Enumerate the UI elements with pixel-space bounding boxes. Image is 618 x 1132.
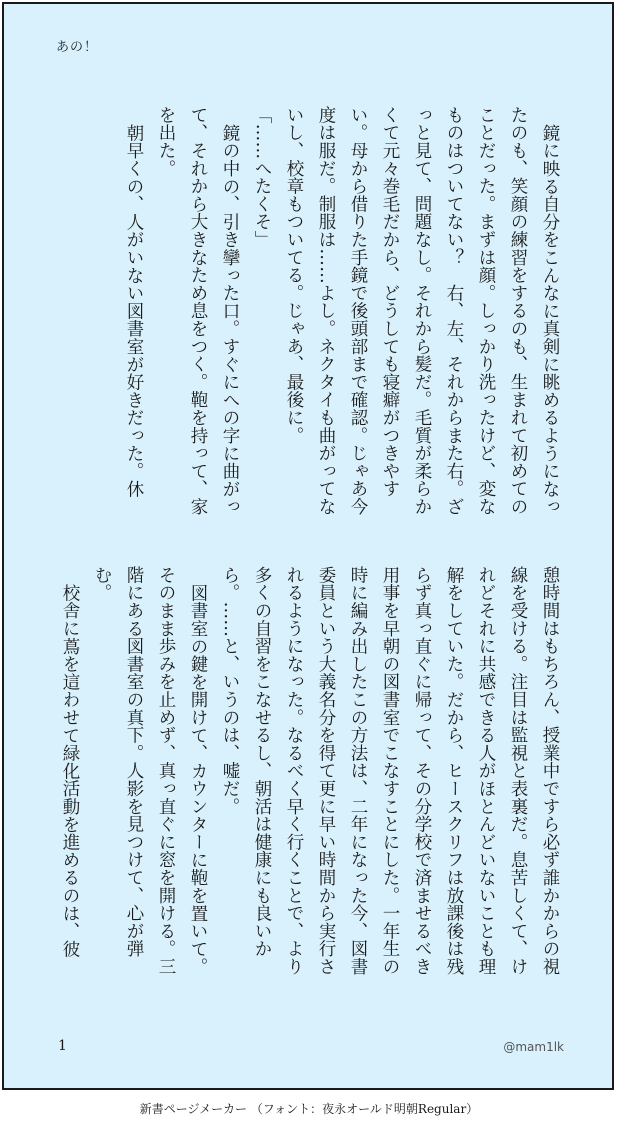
upper-paragraph-4: 朝早くの、人がいない図書室が好きだった。休	[124, 123, 144, 498]
author-handle: @mam1lk	[503, 1040, 564, 1054]
lower-text-block	[44, 566, 566, 986]
upper-paragraph-1: 鏡に映る自分をこんなに真剣に眺めるようになったのも、笑顔の練習をするのも、生まれて初めてのことだった。まずは顔。しっかり洗ったけど、変なものはついてない？ 右、左、それからまた右。ざっと見て、問題なし。それから髪だ。毛質が柔らかくて元々巻毛だから、どうしても寝癖がつきやすい。母から借りた手鏡で後頭部まで確認。じゃあ今度は服だ。制服は……よし。ネクタイも曲がってないし、校章もついてる。じゃあ、最後に。	[284, 106, 560, 516]
upper-paragraph-2: 「……へたくそ」	[252, 106, 272, 249]
lower-paragraph-2: 図書室の鍵を開けて、カウンターに鞄を置いて。そのまま歩みを止めず、真っ直ぐに窓を開ける。三階にある図書室の真下。人影を見つけて、心が弾む。	[92, 566, 208, 976]
page-header-title: あの！	[56, 40, 99, 55]
lower-paragraph-1: 憩時間はもちろん、授業中ですら必ず誰かからの視線を受ける。注目は監視と表裏だ。息苦しくて、けれどそれに共感できる人がほとんどいないことも理解をしていた。だから、ヒースクリフは放課後は残らず真っ直ぐに帰って、その分学校で済ませるべき用事を早朝の図書室でこなすことにした。一年生の時に編み出したこの方法は、二年になった今、図書委員という大義名分を得て更に早い時間から実行されるようになった。なるべく早く行くことで、より多くの自習をこなせるし、朝活は健康にも良いから。……と、いうのは、嘘だ。	[220, 566, 560, 976]
page-number: 1	[58, 1038, 67, 1054]
lower-paragraph-3: 校舎に蔦を這わせて緑化活動を進めるのは、彼	[60, 583, 80, 958]
upper-paragraph-3: 鏡の中の、引き攣った口。すぐにへの字に曲がって、それから大きなため息をつく。鞄を持って、家を出た。	[156, 106, 240, 516]
generator-credit: 新書ページメーカー （フォント：夜永オールド明朝Regular）	[139, 1102, 479, 1116]
upper-text-block	[44, 106, 566, 526]
novel-page	[2, 2, 614, 1090]
